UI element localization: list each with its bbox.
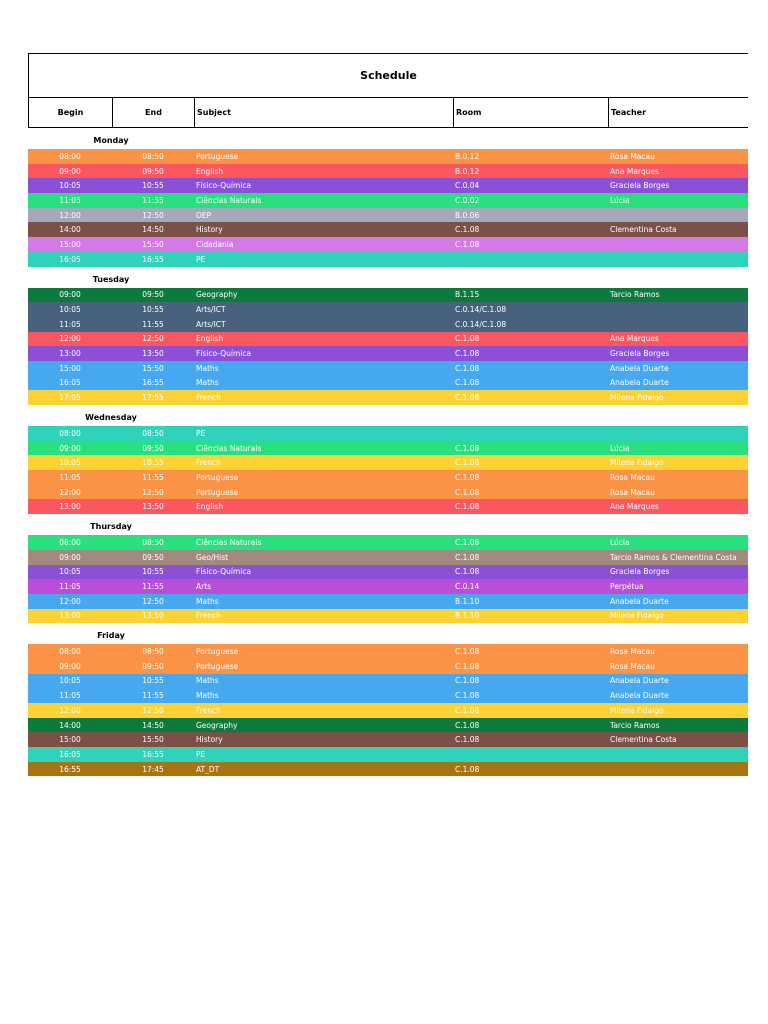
cell-teacher: Lúcia xyxy=(610,195,630,205)
cell-begin: 16:55 xyxy=(59,764,81,774)
cell-begin: 13:00 xyxy=(59,349,81,359)
day-heading xyxy=(28,623,748,644)
class-row xyxy=(28,288,748,303)
cell-end: 10:55 xyxy=(142,567,164,577)
cell-room: C.1.08 xyxy=(455,720,480,730)
class-row xyxy=(28,674,748,689)
header-room: Room xyxy=(453,98,608,127)
cell-subject: English xyxy=(196,334,224,344)
cell-room: C.1.08 xyxy=(455,334,480,344)
cell-end: 11:55 xyxy=(142,472,164,482)
cell-room: B.1.10 xyxy=(455,611,480,621)
cell-begin: 15:00 xyxy=(59,239,81,249)
class-row xyxy=(28,499,748,514)
cell-teacher: Ana Marques xyxy=(610,166,659,176)
class-row xyxy=(28,237,748,252)
class-row xyxy=(28,426,748,441)
class-row xyxy=(28,222,748,237)
cell-subject: Geography xyxy=(196,720,238,730)
cell-begin: 09:00 xyxy=(59,290,81,300)
cell-begin: 09:00 xyxy=(59,166,81,176)
cell-room: B.0.12 xyxy=(455,166,480,176)
cell-begin: 09:00 xyxy=(59,443,81,453)
cell-room: C.1.08 xyxy=(455,705,480,715)
cell-room: C.1.08 xyxy=(455,472,480,482)
cell-room: C.1.08 xyxy=(455,552,480,562)
cell-end: 15:50 xyxy=(142,363,164,373)
day-heading xyxy=(28,267,748,288)
cell-teacher: Lúcia xyxy=(610,537,630,547)
class-row xyxy=(28,579,748,594)
cell-teacher: Anabela Duarte xyxy=(610,676,669,686)
cell-begin: 12:00 xyxy=(59,334,81,344)
cell-end: 08:50 xyxy=(142,537,164,547)
schedule-title: Schedule xyxy=(28,53,748,97)
cell-teacher: Rosa Macau xyxy=(610,151,655,161)
cell-begin: 15:00 xyxy=(59,363,81,373)
cell-subject: English xyxy=(196,502,224,512)
cell-teacher: Graciela Borges xyxy=(610,567,670,577)
cell-room: C.1.08 xyxy=(455,735,480,745)
class-row xyxy=(28,149,748,164)
schedule-body xyxy=(28,128,748,776)
cell-begin: 08:00 xyxy=(59,537,81,547)
cell-subject: Maths xyxy=(196,596,219,606)
cell-teacher: Clementina Costa xyxy=(610,225,677,235)
cell-subject: PE xyxy=(196,254,206,264)
cell-begin: 12:00 xyxy=(59,210,81,220)
cell-room: C.1.08 xyxy=(455,225,480,235)
cell-end: 09:50 xyxy=(142,290,164,300)
cell-teacher: Anabela Duarte xyxy=(610,378,669,388)
cell-subject: Arts xyxy=(196,582,212,592)
cell-subject: Físico-Química xyxy=(196,181,252,191)
class-row xyxy=(28,470,748,485)
class-row xyxy=(28,332,748,347)
cell-room: C.0.04 xyxy=(455,181,480,191)
cell-subject: Ciências Naturais xyxy=(196,195,262,205)
cell-subject: Ciências Naturais xyxy=(196,443,262,453)
cell-end: 11:55 xyxy=(142,582,164,592)
class-row xyxy=(28,302,748,317)
cell-end: 17:45 xyxy=(142,764,164,774)
cell-subject: Físico-Química xyxy=(196,567,252,577)
class-row xyxy=(28,346,748,361)
cell-room: C.1.08 xyxy=(455,537,480,547)
header-begin: Begin xyxy=(28,98,112,127)
cell-subject: Maths xyxy=(196,363,219,373)
cell-begin: 08:00 xyxy=(59,151,81,161)
class-row xyxy=(28,747,748,762)
cell-room: C.1.08 xyxy=(455,647,480,657)
class-row xyxy=(28,594,748,609)
cell-end: 14:50 xyxy=(142,225,164,235)
cell-end: 12:50 xyxy=(142,334,164,344)
cell-teacher: Graciela Borges xyxy=(610,349,670,359)
class-row xyxy=(28,703,748,718)
cell-begin: 16:05 xyxy=(59,254,81,264)
cell-subject: OEP xyxy=(196,210,212,220)
cell-begin: 13:00 xyxy=(59,502,81,512)
cell-end: 08:50 xyxy=(142,428,164,438)
cell-end: 12:50 xyxy=(142,487,164,497)
cell-end: 14:50 xyxy=(142,720,164,730)
cell-begin: 12:00 xyxy=(59,705,81,715)
class-row xyxy=(28,485,748,500)
class-row xyxy=(28,550,748,565)
cell-teacher: Rosa Macau xyxy=(610,487,655,497)
cell-teacher: Milena Fidalgo xyxy=(610,611,664,621)
cell-end: 12:50 xyxy=(142,210,164,220)
cell-teacher: Milena Fidalgo xyxy=(610,705,664,715)
cell-room: C.1.08 xyxy=(455,487,480,497)
class-row xyxy=(28,535,748,550)
cell-begin: 10:05 xyxy=(59,458,81,468)
table-header xyxy=(28,97,748,128)
class-row xyxy=(28,659,748,674)
cell-begin: 11:05 xyxy=(59,472,81,482)
cell-end: 10:55 xyxy=(142,305,164,315)
day-heading xyxy=(28,128,748,149)
cell-begin: 09:00 xyxy=(59,661,81,671)
cell-teacher: Milena Fidalgo xyxy=(610,458,664,468)
class-row xyxy=(28,252,748,267)
cell-subject: Geo/Hist xyxy=(196,552,229,562)
cell-subject: History xyxy=(196,225,223,235)
class-row xyxy=(28,732,748,747)
class-row xyxy=(28,178,748,193)
header-end: End xyxy=(112,98,194,127)
cell-begin: 09:00 xyxy=(59,552,81,562)
cell-subject: Físico-Química xyxy=(196,349,252,359)
class-row xyxy=(28,688,748,703)
cell-end: 08:50 xyxy=(142,647,164,657)
cell-room: C.1.08 xyxy=(455,764,480,774)
cell-end: 11:55 xyxy=(142,319,164,329)
cell-room: C.1.08 xyxy=(455,502,480,512)
cell-teacher: Graciela Borges xyxy=(610,181,670,191)
class-row xyxy=(28,762,748,777)
cell-begin: 10:05 xyxy=(59,676,81,686)
cell-end: 08:50 xyxy=(142,151,164,161)
schedule-sheet xyxy=(28,53,748,776)
cell-teacher: Anabela Duarte xyxy=(610,363,669,373)
cell-end: 16:55 xyxy=(142,378,164,388)
cell-teacher: Perpétua xyxy=(610,582,644,592)
cell-teacher: Anabela Duarte xyxy=(610,691,669,701)
cell-end: 15:50 xyxy=(142,735,164,745)
class-row xyxy=(28,193,748,208)
cell-subject: Portuguese xyxy=(196,487,239,497)
cell-subject: Arts/ICT xyxy=(196,319,226,329)
cell-begin: 10:05 xyxy=(59,567,81,577)
cell-begin: 13:00 xyxy=(59,611,81,621)
cell-subject: French xyxy=(196,393,221,403)
class-row xyxy=(28,164,748,179)
cell-subject: Maths xyxy=(196,676,219,686)
cell-end: 11:55 xyxy=(142,691,164,701)
header-teacher: Teacher xyxy=(608,98,748,127)
cell-end: 10:55 xyxy=(142,181,164,191)
class-row xyxy=(28,361,748,376)
cell-teacher: Anabela Duarte xyxy=(610,596,669,606)
cell-begin: 12:00 xyxy=(59,487,81,497)
cell-subject: PE xyxy=(196,428,206,438)
cell-room: B.1.10 xyxy=(455,596,480,606)
cell-end: 09:50 xyxy=(142,661,164,671)
cell-teacher: Rosa Macau xyxy=(610,472,655,482)
cell-end: 11:55 xyxy=(142,195,164,205)
cell-teacher: Rosa Macau xyxy=(610,661,655,671)
cell-room: B.0.06 xyxy=(455,210,480,220)
cell-end: 13:50 xyxy=(142,502,164,512)
cell-begin: 15:00 xyxy=(59,735,81,745)
class-row xyxy=(28,390,748,405)
cell-teacher: Ana Marques xyxy=(610,334,659,344)
cell-room: B.1.15 xyxy=(455,290,480,300)
cell-room: C.0.02 xyxy=(455,195,480,205)
day-label: Thursday xyxy=(90,522,132,532)
cell-room: C.1.08 xyxy=(455,567,480,577)
cell-room: C.1.08 xyxy=(455,239,480,249)
class-row xyxy=(28,208,748,223)
cell-subject: French xyxy=(196,458,221,468)
cell-subject: Portuguese xyxy=(196,661,239,671)
cell-begin: 11:05 xyxy=(59,691,81,701)
class-row xyxy=(28,455,748,470)
cell-teacher: Tarcio Ramos xyxy=(610,720,660,730)
class-row xyxy=(28,718,748,733)
cell-end: 12:50 xyxy=(142,705,164,715)
cell-begin: 11:05 xyxy=(59,195,81,205)
cell-room: C.1.08 xyxy=(455,458,480,468)
cell-subject: French xyxy=(196,705,221,715)
cell-begin: 10:05 xyxy=(59,181,81,191)
cell-begin: 16:05 xyxy=(59,749,81,759)
day-label: Wednesday xyxy=(85,413,137,422)
cell-room: C.0.14 xyxy=(455,582,480,592)
cell-begin: 11:05 xyxy=(59,319,81,329)
class-row xyxy=(28,609,748,624)
cell-subject: Maths xyxy=(196,378,219,388)
cell-begin: 12:00 xyxy=(59,596,81,606)
day-label: Tuesday xyxy=(92,274,130,284)
cell-begin: 11:05 xyxy=(59,582,81,592)
cell-room: C.1.08 xyxy=(455,676,480,686)
day-heading xyxy=(28,405,748,426)
cell-end: 16:55 xyxy=(142,254,164,264)
cell-room: C.1.08 xyxy=(455,661,480,671)
day-heading xyxy=(28,514,748,535)
cell-teacher: Milena Fidalgo xyxy=(610,393,664,403)
cell-end: 09:50 xyxy=(142,552,164,562)
cell-end: 15:50 xyxy=(142,239,164,249)
cell-room: C.1.08 xyxy=(455,378,480,388)
cell-begin: 16:05 xyxy=(59,378,81,388)
cell-subject: Maths xyxy=(196,691,219,701)
cell-begin: 08:00 xyxy=(59,647,81,657)
cell-room: C.0.14/C.1.08 xyxy=(455,305,507,315)
class-row xyxy=(28,376,748,391)
cell-room: C.1.08 xyxy=(455,393,480,403)
cell-teacher: Ana Marques xyxy=(610,502,659,512)
cell-end: 13:50 xyxy=(142,611,164,621)
cell-subject: English xyxy=(196,166,224,176)
cell-room: B.0.12 xyxy=(455,151,480,161)
cell-subject: Cidadania xyxy=(196,239,234,249)
cell-end: 09:50 xyxy=(142,166,164,176)
cell-end: 13:50 xyxy=(142,349,164,359)
class-row xyxy=(28,317,748,332)
class-row xyxy=(28,565,748,580)
cell-end: 10:55 xyxy=(142,458,164,468)
cell-room: C.1.08 xyxy=(455,363,480,373)
cell-teacher: Rosa Macau xyxy=(610,647,655,657)
cell-subject: Ciências Naturais xyxy=(196,537,262,547)
cell-room: C.1.08 xyxy=(455,691,480,701)
cell-subject: Portuguese xyxy=(196,472,239,482)
cell-end: 10:55 xyxy=(142,676,164,686)
cell-begin: 14:00 xyxy=(59,720,81,730)
day-label: Monday xyxy=(93,136,129,145)
cell-teacher: Tarcio Ramos xyxy=(610,290,660,300)
cell-begin: 17:05 xyxy=(59,393,81,403)
cell-subject: History xyxy=(196,735,223,745)
cell-room: C.1.08 xyxy=(455,349,480,359)
cell-begin: 08:00 xyxy=(59,428,81,438)
cell-subject: French xyxy=(196,611,221,621)
cell-subject: PE xyxy=(196,749,206,759)
cell-subject: AT_DT xyxy=(196,764,220,774)
cell-room: C.1.08 xyxy=(455,443,480,453)
cell-end: 09:50 xyxy=(142,443,164,453)
cell-teacher: Clementina Costa xyxy=(610,735,677,745)
cell-end: 16:55 xyxy=(142,749,164,759)
header-subject: Subject xyxy=(194,98,453,127)
cell-begin: 10:05 xyxy=(59,305,81,315)
cell-teacher: Lúcia xyxy=(610,443,630,453)
day-label: Friday xyxy=(97,631,125,641)
cell-teacher: Tarcio Ramos & Clementina Costa xyxy=(610,552,737,562)
cell-subject: Portuguese xyxy=(196,151,239,161)
cell-subject: Arts/ICT xyxy=(196,305,226,315)
class-row xyxy=(28,644,748,659)
cell-room: C.0.14/C.1.08 xyxy=(455,319,507,329)
cell-subject: Geography xyxy=(196,290,238,300)
cell-end: 17:55 xyxy=(142,393,164,403)
cell-begin: 14:00 xyxy=(59,225,81,235)
cell-end: 12:50 xyxy=(142,596,164,606)
cell-subject: Portuguese xyxy=(196,647,239,657)
class-row xyxy=(28,441,748,456)
